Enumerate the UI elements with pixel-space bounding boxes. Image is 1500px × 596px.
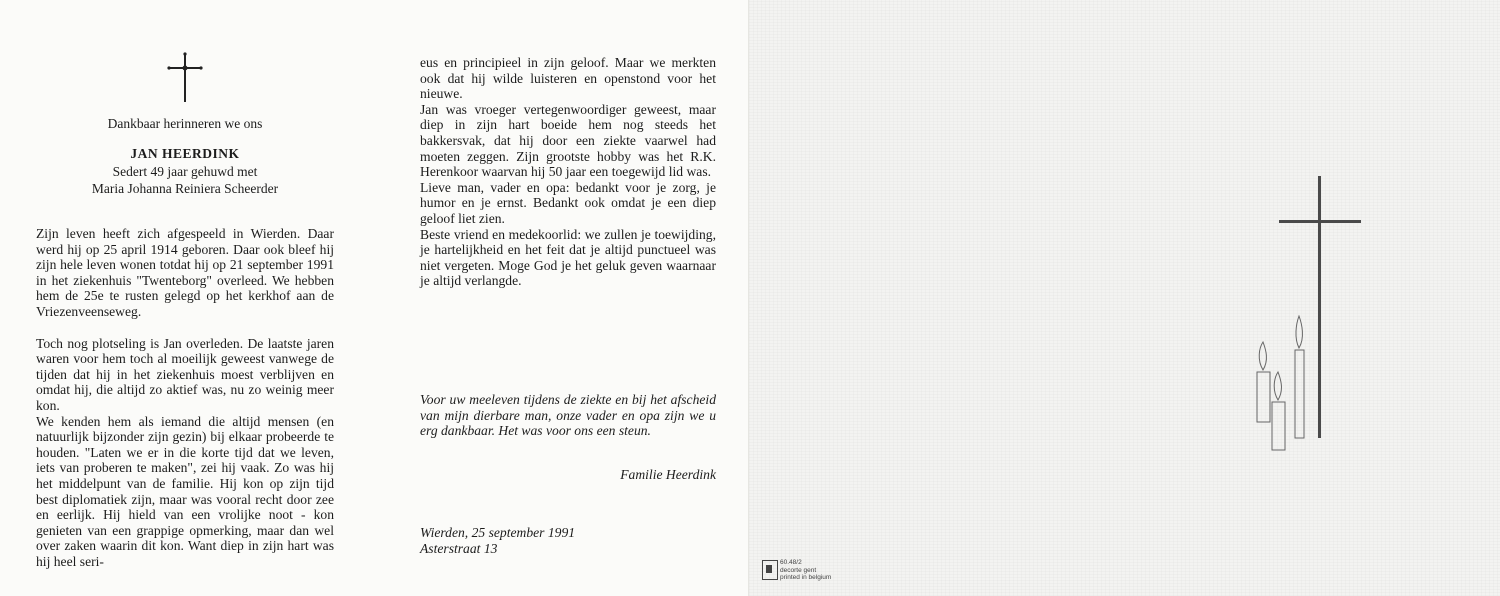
biography-paragraph: We kenden hem als iemand die altijd mensen (en natuurlijk bijzonder zijn gezin) bij elkaar probeerde te houden. "Laten we er in die korte tijd dat we leven, iets van proberen te maken", zei hij vaak. Zo was hij het middelpunt van de familie. Hij kon op zijn tijd best diplomatiek zijn, maar was vooral recht door zee en eerlijk. Hij hield van een vrolijke noot - kon genieten van een grappige opmerking, maar dan wel over zaken waarin dit kon. Want diep in zijn hart was hij heel seri- bbox=[36, 413, 334, 569]
biography-column-1 bbox=[36, 226, 334, 569]
printer-logo-icon bbox=[762, 560, 778, 580]
biography-paragraph: Jan was vroeger vertegenwoordiger geweest, maar diep in zijn hart boeide hem nog steeds het bakkersvak, dat hij door een ziekte vaarwel had moeten zeggen. Zijn grootste hobby was het R.K. Herenkoor waarvan hij 50 jaar een toegewijd lid was. bbox=[420, 101, 716, 180]
printer-origin: printed in belgium bbox=[780, 574, 832, 581]
thanks-text: Voor uw meeleven tijdens de ziekte en bij het afscheid van mijn dierbare man, onze vader en opa zijn we u erg dankbaar. Het was voor ons een steun. bbox=[420, 392, 716, 439]
biography-paragraph: eus en principieel in zijn geloof. Maar we merkten ook dat hij wilde luisteren en openstond voor het nieuwe. bbox=[420, 55, 716, 102]
printer-label bbox=[780, 559, 831, 582]
spouse-name: Maria Johanna Reiniera Scheerder bbox=[91, 181, 279, 196]
cross-icon bbox=[165, 52, 205, 104]
left-panel bbox=[0, 0, 748, 596]
right-panel bbox=[748, 0, 1500, 596]
biography-paragraph: Lieve man, vader en opa: bedankt voor je zorg, je humor en je ernst. Bedankt ook omdat je een diep geloof liet zien. bbox=[420, 179, 716, 226]
family-signature: Familie Heerdink bbox=[620, 467, 716, 482]
marriage-line: Sedert 49 jaar gehuwd met bbox=[112, 164, 258, 179]
street-address: Asterstraat 13 bbox=[420, 541, 498, 556]
cross-candles-illustration bbox=[1249, 172, 1369, 457]
biography-paragraph: Zijn leven heeft zich afgespeeld in Wierden. Daar werd hij op 25 april 1914 geboren. Daar ook bleef hij zijn hele leven wonen totdat hij op 21 september 1991 in het ziekenhuis "Twenteborg" overleed. We hebben hem de 25e te rusten gelegd op het kerkhof aan de Vriezenveenseweg. bbox=[36, 226, 334, 319]
biography-column-2 bbox=[420, 55, 716, 289]
biography-paragraph: Beste vriend en medekoorlid: we zullen je toewijding, je hartelijkheid en het feit dat je altijd punctueel was niet vergeten. Moge God je het geluk geven waarnaar je altijd verlangde. bbox=[420, 226, 716, 289]
intro-heading: Dankbaar herinneren we ons bbox=[107, 116, 263, 131]
place-date: Wierden, 25 september 1991 bbox=[420, 525, 576, 540]
biography-paragraph: Toch nog plotseling is Jan overleden. De laatste jaren waren voor hem toch al moeilijk geweest vanwege de tijden dat hij in het ziekenhuis moest verblijven en omdat hij, die altijd zo aktief was, nu zo weinig meer kon. bbox=[36, 335, 334, 413]
printer-name: decorte gent bbox=[780, 566, 817, 574]
deceased-name: JAN HEERDINK bbox=[130, 146, 240, 161]
printer-code: 60.48/2 bbox=[780, 559, 802, 566]
